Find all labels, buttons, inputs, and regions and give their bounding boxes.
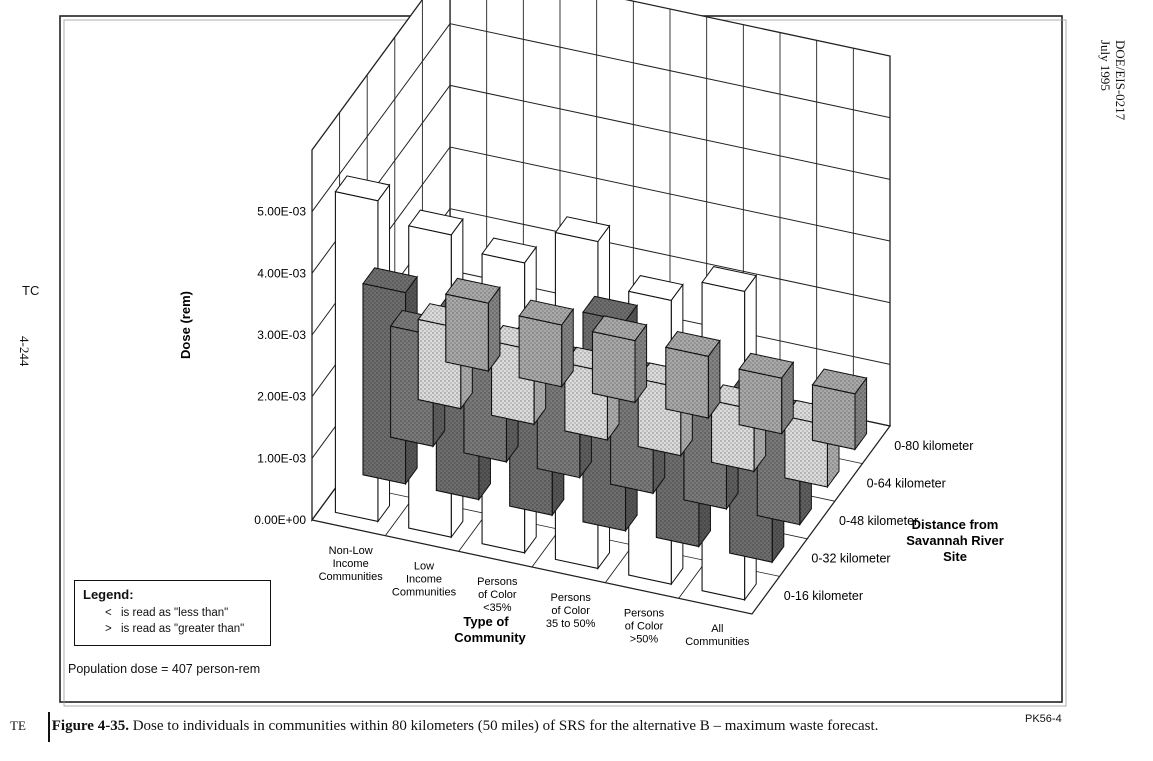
legend-box xyxy=(74,580,271,646)
bar-plot-area xyxy=(254,0,973,648)
legend-text: is read as "greater than" xyxy=(121,623,245,635)
bar-front-face xyxy=(446,294,489,371)
x-tick-label-line: All xyxy=(711,623,724,636)
x-tick-label-line: Communities xyxy=(391,586,457,599)
bar-4-4 xyxy=(739,353,793,433)
margin-te-mark: TE xyxy=(10,718,26,733)
x-tick-label xyxy=(546,592,596,630)
x-tick-label-line: of Color xyxy=(551,604,590,617)
depth-tick-label: 0-80 kilometer xyxy=(894,438,974,453)
bar-front-face xyxy=(519,316,562,387)
doc-date-vertical: July 1995 xyxy=(1098,40,1113,91)
x-tick-label-line: <35% xyxy=(483,602,512,615)
x-tick-label-line: Income xyxy=(405,573,443,586)
legend-symbol: > xyxy=(105,623,112,635)
figure-id: PK56-4 xyxy=(1025,713,1062,725)
figure-caption xyxy=(10,718,1140,735)
y-tick-label: 0.00E+00 xyxy=(254,513,306,527)
caption-text: Dose to individuals in communities within 80 kilometers (50 miles) of SRS for the alternative B – maximum waste forecast. xyxy=(132,718,879,734)
depth-tick-label: 0-48 kilometer xyxy=(839,514,919,528)
x-tick-label xyxy=(319,545,384,583)
depth-tick-label: 0-32 kilometer xyxy=(811,551,891,566)
margin-tc-mark: TC xyxy=(22,283,40,298)
x-tick-label-line: Income xyxy=(332,557,369,570)
change-bar xyxy=(48,712,50,742)
x-tick-label-line: Non-Low xyxy=(328,544,373,557)
legend-title: Legend: xyxy=(83,587,134,602)
x-tick-label xyxy=(477,576,518,614)
x-tick-label-line: Persons xyxy=(550,591,591,604)
depth-axis-label-line2: Savannah River xyxy=(906,533,1004,548)
y-tick-label: 2.00E-03 xyxy=(257,389,306,404)
x-tick-label-line: of Color xyxy=(478,589,517,602)
doc-id-vertical: DOE/EIS-0217 xyxy=(1113,40,1128,121)
y-axis-label: Dose (rem) xyxy=(178,291,193,359)
legend-row-greater-than xyxy=(105,623,244,635)
population-dose-note: Population dose = 407 person-rem xyxy=(68,662,261,676)
x-tick-label-line: 35 to 50% xyxy=(545,617,596,630)
bar-4-0 xyxy=(446,278,500,371)
bar-front-face xyxy=(592,332,635,403)
bar-4-2 xyxy=(592,316,646,403)
x-tick-label xyxy=(685,623,750,648)
depth-axis-label-line3: Site xyxy=(943,549,967,564)
y-tick-label: 1.00E-03 xyxy=(257,451,306,466)
y-tick-label: 4.00E-03 xyxy=(257,266,306,281)
x-axis-label-line1: Type of xyxy=(463,614,509,629)
x-tick-label-line: Persons xyxy=(623,607,665,620)
x-tick-label-line: Low xyxy=(413,560,435,573)
x-tick-label-line: Communities xyxy=(685,636,750,649)
bar-4-1 xyxy=(519,300,573,387)
x-tick-label xyxy=(624,608,665,646)
x-tick-label-line: >50% xyxy=(629,633,659,646)
bar-4-3 xyxy=(666,332,720,419)
depth-axis-label-line1: Distance from xyxy=(911,517,999,532)
y-tick-label: 5.00E-03 xyxy=(257,204,306,219)
x-tick-label-line: Communities xyxy=(318,570,383,583)
legend-row-less-than xyxy=(105,607,228,619)
x-tick-label-line: of Color xyxy=(624,620,664,633)
legend-text: is read as "less than" xyxy=(121,607,229,619)
page-number: 4-244 xyxy=(17,336,32,367)
figure-number: Figure 4-35. xyxy=(51,718,129,734)
depth-tick-label: 0-64 kilometer xyxy=(866,476,946,491)
bar-4-5 xyxy=(812,369,866,449)
x-tick-label-line: Persons xyxy=(477,576,518,589)
legend-symbol: < xyxy=(105,607,112,619)
bar-front-face xyxy=(812,385,855,450)
y-tick-label: 3.00E-03 xyxy=(257,328,306,342)
x-tick-label xyxy=(392,561,457,599)
depth-tick-label: 0-16 kilometer xyxy=(783,589,864,604)
x-axis-label-line2: Community xyxy=(454,630,526,645)
bar-front-face xyxy=(666,347,709,418)
bar-front-face xyxy=(739,369,782,434)
